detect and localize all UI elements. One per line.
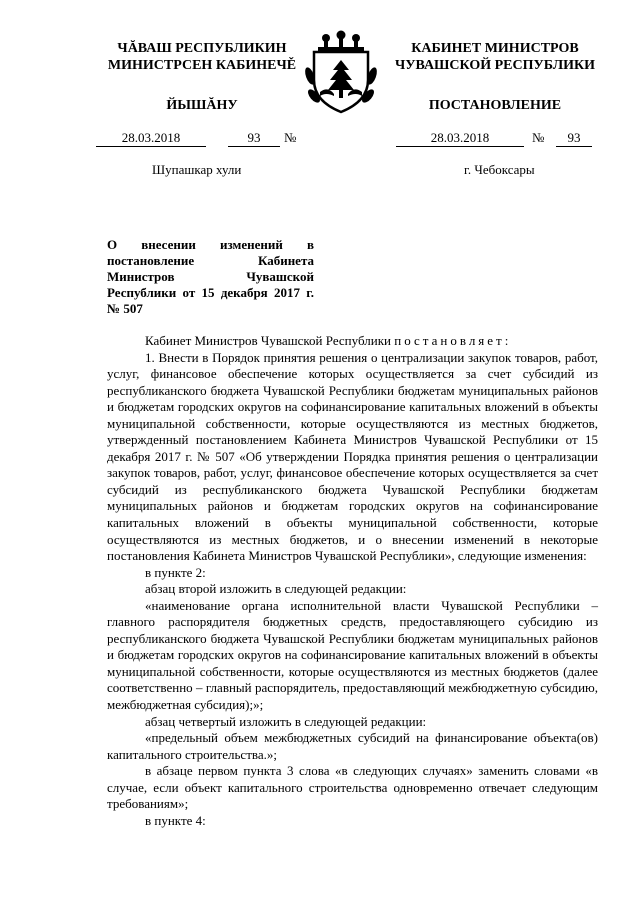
left-date: 28.03.2018: [96, 130, 206, 147]
right-number: 93: [556, 130, 592, 147]
left-date-number-row: [96, 130, 314, 148]
body-paragraph-7: в абзаце первом пункта 3 слова «в следующих случаях» заменить словами «в случае, если объект капитального строительства одновременно отвечает следующим требованиям»;: [107, 763, 598, 812]
body-paragraph-1: 1. Внести в Порядок принятия решения о централизации закупок товаров, работ, услуг, финансовое обеспечение которых осуществляется за счет субсидий из республиканского бюджета Чувашской Республики бюджетам муниципальных районов и бюджетам городских округов на софинансирование капитальных вложений в объекты муниципальной собственности, которые осуществляются из местных бюджетов, утвержденный постановлением Кабинета Министров Чувашской Республики от 15 декабря 2017 г. № 507 «Об утверждении Порядка принятия решения о централизации закупок товаров, работ, услуг, финансовое обеспечение которых осуществляется за счет субсидий из республиканского бюджета Чувашской Республики бюджетам муниципальных районов и бюджетам городских округов на софинансирование капитальных вложений в объекты муниципальной собственности, которые осуществляются из местных бюджетов, и о внесении изменений в некоторые постановления Кабинета Министров Чувашской Республики», следующие изменения:: [107, 349, 598, 564]
right-place: г. Чебоксары: [464, 162, 535, 177]
intro-verb: постановляет:: [394, 333, 512, 348]
header-left-org: [92, 40, 312, 74]
left-place: Шупашкар хули: [152, 162, 242, 177]
intro-prefix: Кабинет Министров Чувашской Республики: [145, 333, 395, 348]
left-number-sign: №: [284, 130, 297, 145]
header-right-line-1: КАБИНЕТ МИНИСТРОВ: [411, 41, 579, 56]
document-body: [107, 333, 598, 829]
body-paragraph-8: в пункте 4:: [145, 812, 206, 828]
body-paragraph-6: «предельный объем межбюджетных субсидий на финансирование объекта(ов) капитального строительства.»;: [107, 730, 598, 762]
document-subject: О внесении изменений в постановление Кабинета Министров Чувашской Республики от 15 декабря 2017 г. № 507: [107, 237, 314, 316]
body-paragraph-3: абзац второй изложить в следующей редакции:: [145, 581, 407, 597]
right-date: 28.03.2018: [396, 130, 524, 147]
right-date-number-row: [396, 130, 596, 148]
header-right-doc-kind: ПОСТАНОВЛЕНИЕ: [428, 98, 562, 113]
intro-paragraph: [107, 333, 598, 350]
right-number-sign: №: [532, 130, 545, 145]
header-right-line-2: ЧУВАШСКОЙ РЕСПУБЛИКИ: [394, 58, 596, 73]
body-paragraph-4: «наименование органа исполнительной власти Чувашской Республики – главного распорядителя бюджетных средств, предоставляющего субсидию из республиканского бюджета Чувашской Республики бюджетам муниципальных районов и бюджетам городских округов на софинансирование капитальных вложений в объекты муниципальной собственности, которые осуществляются из местных бюджетов (далее соответственно – главный распорядитель, предоставляющий межбюджетную субсидию, межбюджетная субсидия);»;: [107, 597, 598, 713]
body-paragraph-5: абзац четвертый изложить в следующей редакции:: [145, 713, 427, 729]
header-left-line-2: МИНИСТРСЕН КАБИНЕЧĚ: [107, 58, 297, 73]
body-paragraph-2: в пункте 2:: [145, 564, 206, 580]
header-right-org: [385, 40, 605, 74]
header-left-line-1: ЧĂВАШ РЕСПУБЛИКИН: [117, 41, 287, 56]
header-left-doc-kind: ЙЫШĂНУ: [166, 98, 238, 113]
chuvash-republic-emblem-icon: [300, 30, 382, 116]
left-number: 93: [228, 130, 280, 147]
